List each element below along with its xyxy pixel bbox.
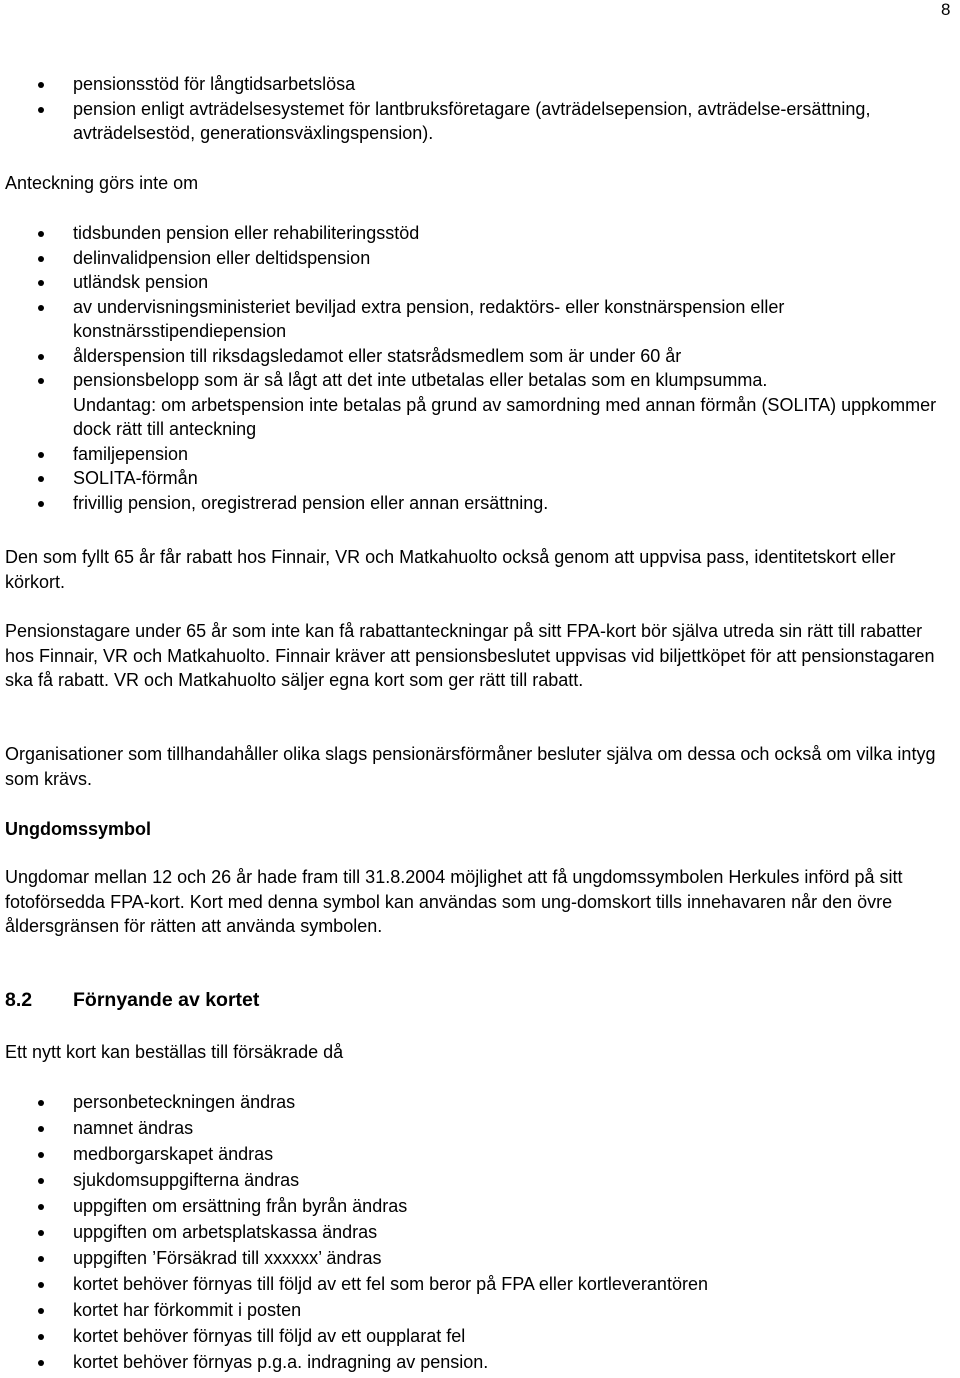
list-pension-types	[5, 72, 945, 146]
section-heading	[5, 987, 945, 1013]
list-item: kortet behöver förnyas till följd av ett oupplarat fel	[5, 1323, 945, 1349]
paragraph-anteckning: Anteckning görs inte om	[5, 173, 199, 193]
list-item: ålderspension till riksdagsledamot eller statsrådsmedlem som är under 60 år	[5, 344, 945, 369]
list-item: kortet har förkommit i posten	[5, 1297, 945, 1323]
list-item: uppgiften ’Försäkrad till xxxxxx’ ändras	[5, 1245, 945, 1271]
list-item: utländsk pension	[5, 270, 945, 295]
page-number: 8	[941, 0, 951, 19]
paragraph-pensionstagare: Pensionstagare under 65 år som inte kan få rabattanteckningar på sitt FPA-kort bör själva utreda sin rätt till rabatter hos Finnair, VR och Matkahuolto. Finnair kräver att pensionsbeslutet uppvisas vid biljettköpet för att pensionstagaren ska få rabatt. VR och Matkahuolto säljer egna kort som ger rätt till rabatt.	[5, 621, 935, 690]
list-item: kortet behöver förnyas till följd av ett fel som beror på FPA eller kortleverantören	[5, 1271, 945, 1297]
list-item: tidsbunden pension eller rehabiliteringsstöd	[5, 221, 945, 246]
list-item: av undervisningsministeriet beviljad extra pension, redaktörs- eller konstnärspension eller konstnärsstipendiepension	[5, 295, 945, 344]
list-item-note: Undantag: om arbetspension inte betalas på grund av samordning med annan förmån (SOLITA) uppkommer dock rätt till anteckning	[73, 394, 937, 439]
list-item: medborgarskapet ändras	[5, 1141, 945, 1167]
list-item: sjukdomsuppgifterna ändras	[5, 1167, 945, 1193]
list-item: frivillig pension, oregistrerad pension eller annan ersättning.	[5, 491, 945, 516]
list-item: delinvalidpension eller deltidspension	[5, 246, 945, 271]
list-item: kortet behöver förnyas p.g.a. indragning av pension.	[5, 1349, 945, 1375]
list-item: uppgiften om arbetsplatskassa ändras	[5, 1219, 945, 1245]
list-item: SOLITA-förmån	[5, 466, 945, 491]
list-item: pension enligt avträdelsesystemet för lantbruksföretagare (avträdelsepension, avträdelse-ersättning, avträdelsestöd, generationsväxlingspension).	[5, 97, 945, 146]
section-title: Förnyande av kortet	[73, 989, 260, 1011]
list-item: uppgiften om ersättning från byrån ändras	[5, 1193, 945, 1219]
paragraph-organisationer: Organisationer som tillhandahåller olika slags pensionärsförmåner besluter själva om dessa och också om vilka intyg som krävs.	[5, 744, 936, 789]
paragraph-nytt-kort: Ett nytt kort kan beställas till försäkrade då	[5, 1042, 344, 1062]
list-no-annotation	[5, 221, 945, 515]
list-item: pensionsstöd för långtidsarbetslösa	[5, 72, 945, 97]
list-new-card-reasons	[5, 1089, 945, 1375]
paragraph-ungdom: Ungdomar mellan 12 och 26 år hade fram till 31.8.2004 möjlighet att få ungdomssymbolen Herkules införd på sitt fotoförsedda FPA-kort. Kort med denna symbol kan användas som ung-domskort tills innehavaren når den övre åldersgränsen för rätten att använda symbolen.	[5, 867, 903, 936]
list-item: pensionsbelopp som är så lågt att det inte utbetalas eller betalas som en klumpsumma.	[5, 368, 945, 393]
paragraph-finnair: Den som fyllt 65 år får rabatt hos Finnair, VR och Matkahuolto också genom att uppvisa pass, identitetskort eller körkort.	[5, 547, 896, 592]
heading-ungdomssymbol: Ungdomssymbol	[5, 819, 152, 839]
list-item: familjepension	[5, 442, 945, 467]
list-item: personbeteckningen ändras	[5, 1089, 945, 1115]
list-item: namnet ändras	[5, 1115, 945, 1141]
section-number: 8.2	[5, 989, 33, 1011]
